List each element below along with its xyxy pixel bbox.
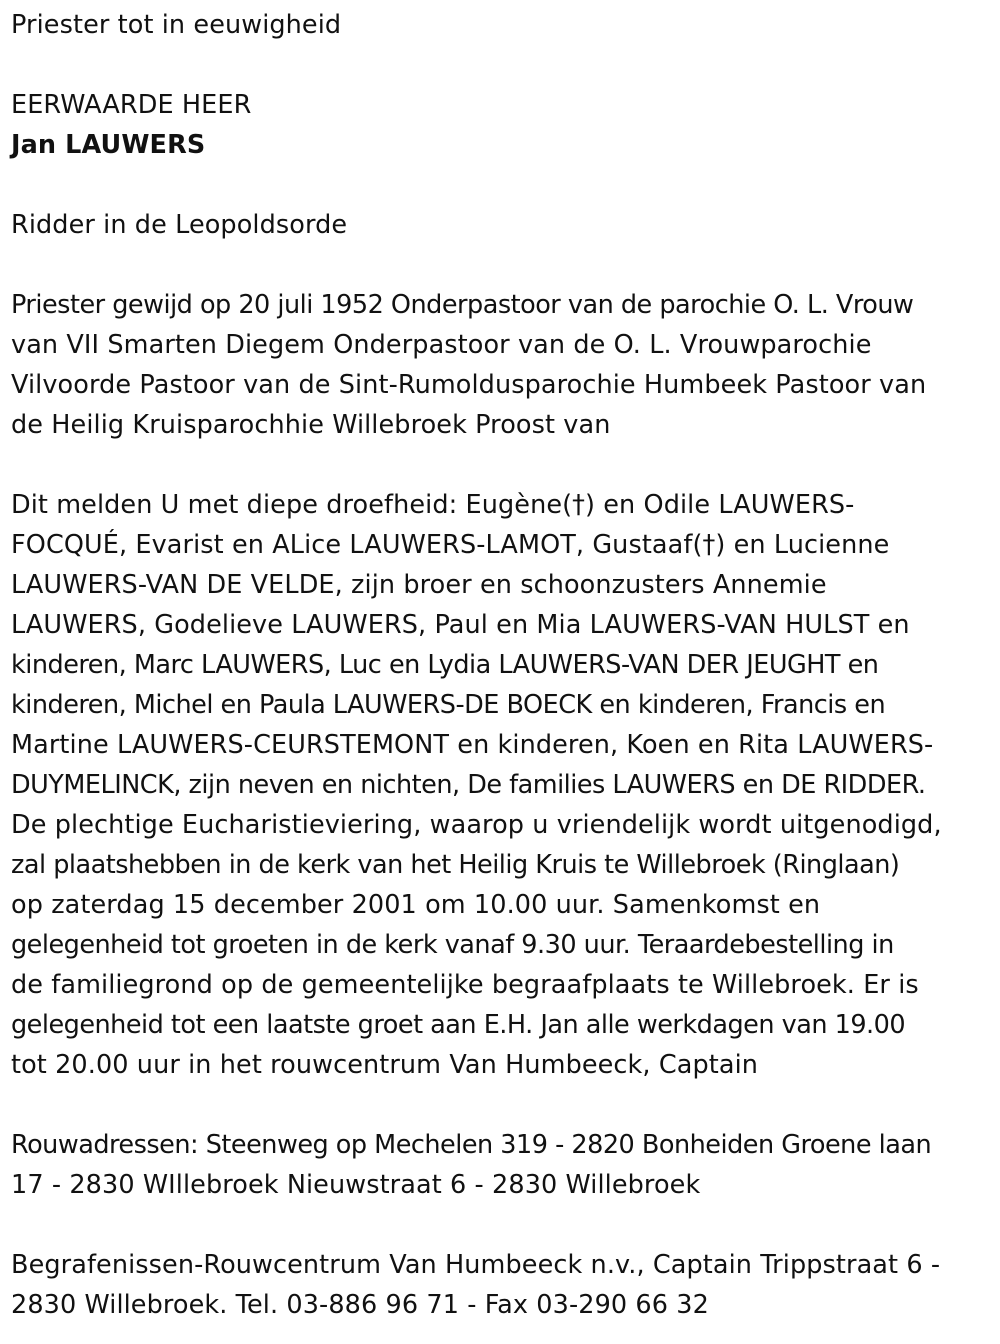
- spacer: [11, 165, 995, 205]
- announcement-line: zal plaatshebben in de kerk van het Heilig Kruis te Willebroek (Ringlaan): [11, 850, 900, 880]
- announcement-line: tot 20.00 uur in het rouwcentrum Van Humbeeck, Captain: [11, 1050, 759, 1080]
- announcement-line: de familiegrond op de gemeentelijke begraafplaats te Willebroek. Er is: [11, 970, 919, 1000]
- announcement-paragraph: [11, 485, 995, 1085]
- career-paragraph: [11, 285, 995, 445]
- announcement-line: kinderen, Marc LAUWERS, Luc en Lydia LAUWERS-VAN DER JEUGHT en: [11, 650, 879, 680]
- announcement-line: Dit melden U met diepe droefheid: Eugène(†) en Odile LAUWERS-: [11, 490, 855, 520]
- announcement-line: gelegenheid tot groeten in de kerk vanaf 9.30 uur. Teraardebestelling in: [11, 930, 894, 960]
- funeral-home-paragraph: [11, 1245, 995, 1325]
- heading: Priester tot in eeuwigheid: [11, 10, 342, 40]
- obituary-document: [11, 5, 995, 1325]
- funeral-home-line: Begrafenissen-Rouwcentrum Van Humbeeck n.v., Captain Trippstraat 6 -: [11, 1250, 941, 1280]
- deceased-name: Jan LAUWERS: [11, 130, 206, 160]
- career-line: Priester gewijd op 20 juli 1952 Onderpastoor van de parochie O. L. Vrouw: [11, 290, 914, 320]
- honorific: EERWAARDE HEER: [11, 90, 252, 120]
- distinction: Ridder in de Leopoldsorde: [11, 210, 348, 240]
- spacer: [11, 1085, 995, 1125]
- funeral-home-line: 2830 Willebroek. Tel. 03-886 96 71 - Fax 03-290 66 32: [11, 1290, 709, 1320]
- spacer: [11, 245, 995, 285]
- announcement-line: op zaterdag 15 december 2001 om 10.00 uur. Samenkomst en: [11, 890, 821, 920]
- spacer: [11, 1205, 995, 1245]
- announcement-line: De plechtige Eucharistieviering, waarop u vriendelijk wordt uitgenodigd,: [11, 810, 942, 840]
- addresses-paragraph: [11, 1125, 995, 1205]
- announcement-line: gelegenheid tot een laatste groet aan E.H. Jan alle werkdagen van 19.00: [11, 1010, 906, 1040]
- spacer: [11, 45, 995, 85]
- career-line: Vilvoorde Pastoor van de Sint-Rumoldusparochie Humbeek Pastoor van: [11, 370, 927, 400]
- address-line: 17 - 2830 WIllebroek Nieuwstraat 6 - 2830 Willebroek: [11, 1170, 701, 1200]
- announcement-line: FOCQUÉ, Evarist en ALice LAUWERS-LAMOT, Gustaaf(†) en Lucienne: [11, 530, 890, 560]
- career-line: van VII Smarten Diegem Onderpastoor van de O. L. Vrouwparochie: [11, 330, 872, 360]
- announcement-line: DUYMELINCK, zijn neven en nichten, De families LAUWERS en DE RIDDER.: [11, 770, 926, 800]
- address-line: Rouwadressen: Steenweg op Mechelen 319 - 2820 Bonheiden Groene laan: [11, 1130, 932, 1160]
- announcement-line: Martine LAUWERS-CEURSTEMONT en kinderen, Koen en Rita LAUWERS-: [11, 730, 934, 760]
- announcement-line: LAUWERS-VAN DE VELDE, zijn broer en schoonzusters Annemie: [11, 570, 827, 600]
- spacer: [11, 445, 995, 485]
- career-line: de Heilig Kruisparochhie Willebroek Proost van: [11, 410, 611, 440]
- announcement-line: kinderen, Michel en Paula LAUWERS-DE BOECK en kinderen, Francis en: [11, 690, 886, 720]
- announcement-line: LAUWERS, Godelieve LAUWERS, Paul en Mia LAUWERS-VAN HULST en: [11, 610, 910, 640]
